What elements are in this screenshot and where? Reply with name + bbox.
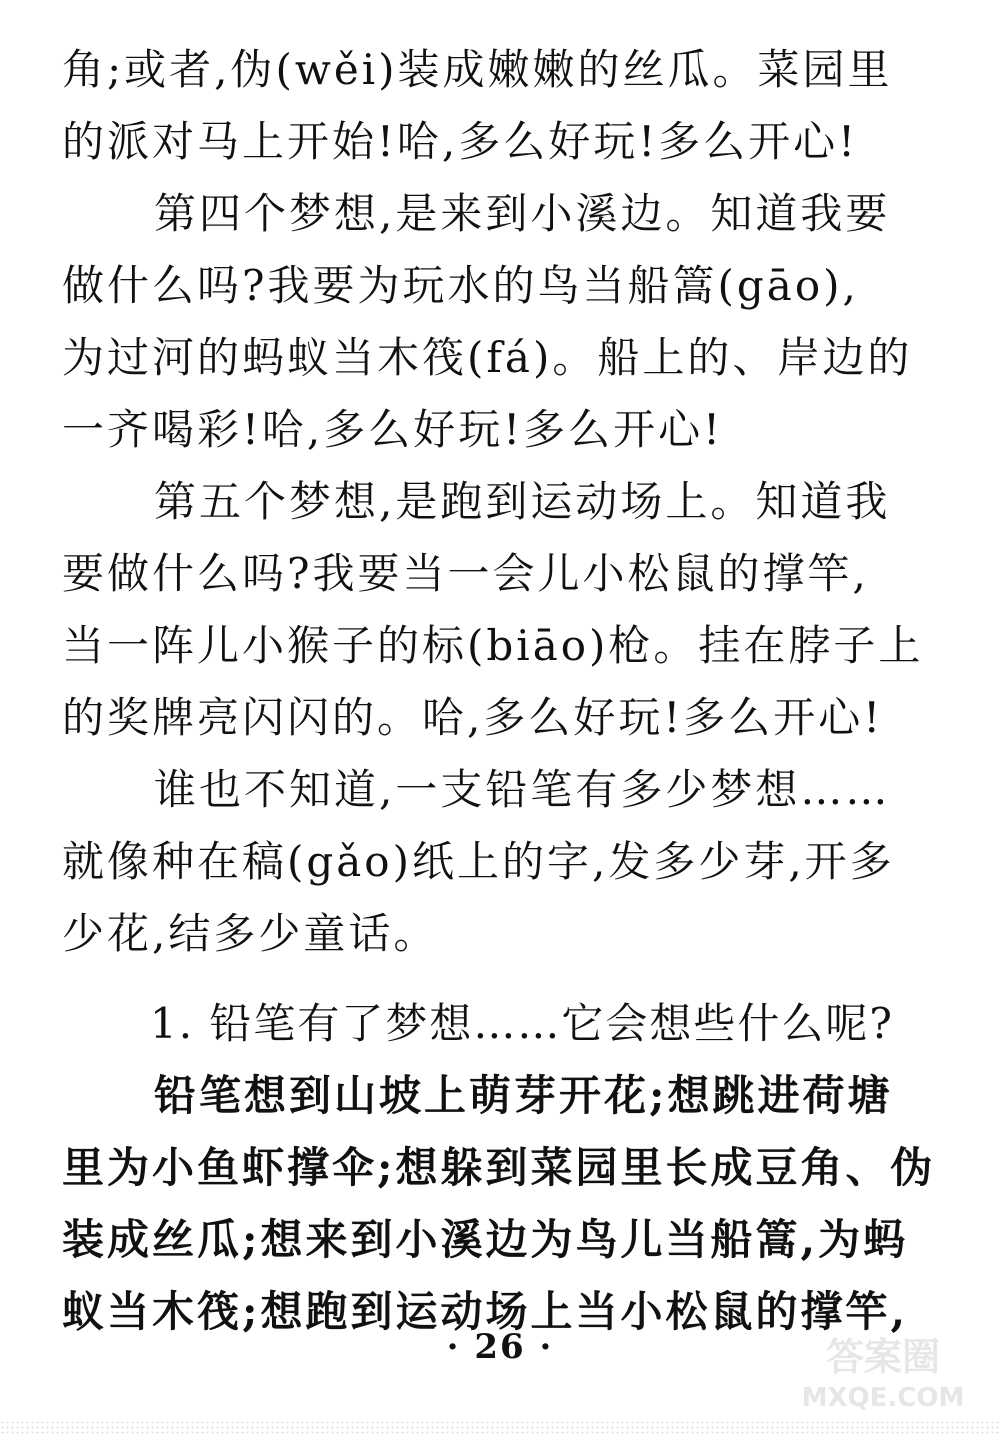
svg-text:MXQE.COM: MXQE.COM [801,1383,965,1413]
question-1: 1. 铅笔有了梦想……它会想些什么呢? [150,999,894,1048]
story-line: 谁也不知道,一支铅笔有多少梦想…… [154,765,891,814]
scan-border-noise [0,1420,1000,1434]
story-line: 少花,结多少童话。 [62,909,439,958]
answer-line: 里为小鱼虾撑伞;想躲到菜园里长成豆角、伪 [62,1143,936,1192]
story-line: 一齐喝彩!哈,多么好玩!多么开心! [62,405,723,454]
answer-line: 装成丝瓜;想来到小溪边为鸟儿当船篙,为蚂 [62,1215,909,1264]
answer-text [62,1060,958,1348]
story-line: 就像种在稿(gǎo)纸上的字,发多少芽,开多 [62,837,895,886]
story-line: 要做什么吗?我要当一会儿小松鼠的撑竿, [62,549,869,598]
answer-line: 蚁当木筏;想跑到运动场上当小松鼠的撑竿, [62,1287,909,1336]
page-number: · 26 · [446,1327,554,1367]
story-text [62,34,958,970]
story-line: 当一阵儿小猴子的标(biāo)枪。挂在脖子上 [62,621,924,670]
svg-text:答案圈: 答案圈 [825,1335,941,1379]
story-line: 第五个梦想,是跑到运动场上。知道我 [154,477,891,526]
answer-line: 铅笔想到山坡上萌芽开花;想跳进荷塘 [154,1071,893,1120]
story-line: 做什么吗?我要为玩水的鸟当船篙(gāo), [62,261,859,310]
story-line: 为过河的蚂蚁当木筏(fá)。船上的、岸边的 [62,333,913,382]
story-line: 的奖牌亮闪闪的。哈,多么好玩!多么开心! [62,693,884,742]
story-line: 的派对马上开始!哈,多么好玩!多么开心! [62,117,858,166]
story-line: 角;或者,伪(wěi)装成嫩嫩的丝瓜。菜园里 [62,45,893,94]
story-line: 第四个梦想,是来到小溪边。知道我要 [154,189,891,238]
